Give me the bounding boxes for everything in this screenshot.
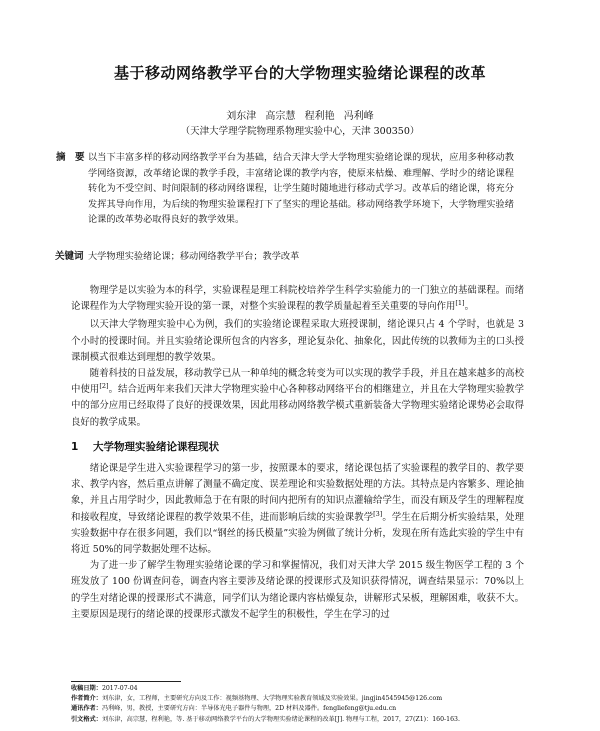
paper-title: 基于移动网络教学平台的大学物理实验绪论课程的改革 — [113, 64, 486, 82]
paragraph-1 — [71, 283, 524, 315]
footnote-citation — [71, 715, 540, 725]
footnote-received — [71, 684, 540, 694]
abstract-label: 摘 要 — [56, 152, 85, 163]
footnote-cite-value: 刘东津，高宗慧，程利艳，等. 基于移动网络教学平台的大学物理实验绪论课程的改革[J]. 物理与工程，2017，27(Z1)：160-163. — [101, 715, 460, 723]
paragraph-1-text: 物理学是以实验为本的科学，实验课程是理工科院校培养学生科学实验能力的一门独立的基础课程。而绪论课程作为大学物理实验开设的第一课，对整个实验课程的教学质量起着至关重要的导向作用 — [71, 285, 524, 313]
paragraph-3 — [71, 366, 524, 431]
footnote-corr-label: 通讯作者： — [71, 705, 102, 713]
paragraph-2: 以天津大学物理实验中心为例，我们的实验绪论课程采取大班授课制，绪论课只占 4 个学时，也就是 3 个小时的授课时间。并且实验绪论课所包含的内容多，理论复杂化、抽象化，因此传统的以教师为主的口头授课制模式很难达到理想的教学效果。 — [71, 319, 524, 363]
footnotes — [71, 684, 540, 725]
paragraph-3-text-a: 随着科技的日益发展，移动教学已从一种单纯的概念转变为可以实现的教学手段，并且在越来越多的高校中使用 — [71, 368, 524, 396]
abstract-block — [56, 150, 514, 228]
keywords-label: 关键词 — [55, 251, 84, 262]
ref-1: [1] — [455, 299, 465, 308]
affiliation: （天津大学理学院物理系物理实验中心，天津 300350） — [180, 126, 420, 137]
body-text — [71, 283, 524, 623]
footnote-corr-value: 冯利峰，男，教授，主要研究方向：半导体光电子器件与物理，2D 材料及器件。fengliefeng@tju.edu.cn — [101, 705, 397, 713]
section-number: 1 — [71, 440, 79, 453]
keywords-text: 大学物理实验绪论课；移动网络教学平台；教学改革 — [88, 251, 300, 262]
footnote-received-value: 2017-07-04 — [101, 685, 138, 692]
footnote-divider — [71, 681, 181, 682]
paragraph-4-text-a: 绪论课是学生进入实验课程学习的第一步，按照课本的要求，绪论课包括了实验课程的教学目的、教学要求、教学内容，然后重点讲解了测量不确定度、误差理论和实验数据处理的方法。其特点是内容繁多、理论抽象，并且占用学时少，因此教师急于在有限的时间内把所有的知识点灌输给学生，而没有顾及学生的理解程度和接收程度，导致绪论课程的教学效果不佳，进而影响后续的实验课教学 — [71, 463, 524, 523]
footnote-correspondence — [71, 704, 540, 714]
keywords-block — [55, 250, 514, 264]
footnote-author-label: 作者简介： — [71, 695, 102, 703]
section-title: 大学物理实验绪论课程现状 — [93, 440, 219, 453]
section-heading-1 — [71, 439, 524, 455]
ref-2: [2] — [99, 382, 109, 391]
footnote-author-value: 刘东津，女，工程师，主要研究方向及工作：视频基物理、大学物理实验教育领域及实验效果。jingjin4545945@126.com — [101, 695, 443, 703]
footnote-cite-label: 引文格式： — [71, 715, 102, 723]
paragraph-5: 为了进一步了解学生物理实验绪论课的学习和掌握情况，我们对天津大学 2015 级生物医学工程的 3 个班发放了 100 份调查问卷，调查内容主要涉及绪论课的授课形式及知识获得情况，调查结果显示：70%以上的学生对绪论课的授课形式不满意，同学们认为绪论课内容枯燥复杂，讲解形式呆板，理解困难，收获不大。主要原因是现行的绪论课的授课形式激发不起学生的积极性，学生在学习的过 — [71, 560, 524, 620]
paragraph-4 — [71, 461, 524, 558]
paragraph-1-end: 。 — [464, 301, 474, 313]
paragraph-4-text-b: 。学生在后期分析实验结果，处理实验数据中存在很多问题，我们以“钢丝的扬氏模量”实验为例做了统计分析，发现在所有选此实验的学生中有将近 50%的同学数据处理不达标。 — [71, 511, 524, 556]
author-list: 刘东津 高宗慧 程利艳 冯利峰 — [226, 111, 374, 122]
footnote-received-label: 收稿日期： — [71, 685, 102, 692]
footnote-author — [71, 694, 540, 704]
abstract-text: 以当下丰富多样的移动网络教学平台为基础，结合天津大学大学物理实验绪论课的现状，应用多种移动教学网络资源，改革绪论课的教学手段，丰富绪论课的教学内容，使原来枯燥、难理解、学时少的绪论课程转化为不受空间、时间限制的移动网络课程，让学生随时随地进行移动式学习。改革后的绪论课，将充分发挥其导向作用，为后续的物理实验课程打下了坚实的理论基础。移动网络教学环境下，大学物理实验绪论课的改革势必取得良好的教学效果。 — [88, 152, 514, 226]
ref-3: [3] — [373, 509, 383, 518]
paragraph-3-text-b: 。结合近两年来我们天津大学物理实验中心各种移动网络平台的相继建立，并且在大学物理实验教学中的部分应用已经取得了良好的授课效果，因此用移动网络教学模式重新装备大学物理实验绪论课势必会取得良好的教学成果。 — [71, 384, 524, 428]
